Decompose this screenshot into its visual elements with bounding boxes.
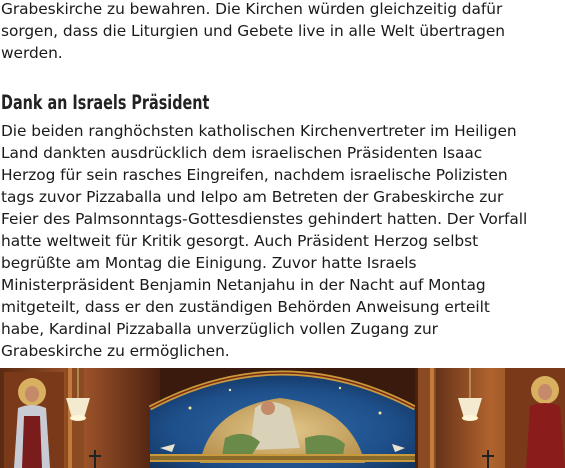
section-heading: Dank an Israels Präsident bbox=[1, 91, 210, 114]
church-interior-photo bbox=[0, 368, 565, 468]
mosaic-apse-image bbox=[0, 368, 565, 468]
intro-paragraph: Grabeskirche zu bewahren. Die Kirchen würden gleichzeitig dafür sorgen, dass die Liturgien und Gebete live in alle Welt übertragen werden. bbox=[1, 0, 505, 62]
body-paragraph: Die beiden ranghöchsten katholischen Kirchenvertreter im Heiligen Land dankten ausdrücklich dem israelischen Präsidenten Isaac Herzog für sein rasches Eingreifen, nachdem israelische Polizisten tags zuvor Pizzaballa und Ielpo am Betreten der Grabeskirche zur Feier des Palmsonntags-Gottesdienstes gehindert hatten. Der Vorfall hatte weltweit für Kritik gesorgt. Auch Präsident Herzog selbst begrüßte am Montag die Einigung. Zuvor hatte Israels Ministerpräsident Benjamin Netanjahu in der Nacht auf Montag mitgeteilt, dass er den zuständigen Behörden Anweisung erteilt habe, Kardinal Pizzaballa unverzüglich vollen Zugang zur Grabeskirche zu ermöglichen. bbox=[1, 122, 528, 360]
